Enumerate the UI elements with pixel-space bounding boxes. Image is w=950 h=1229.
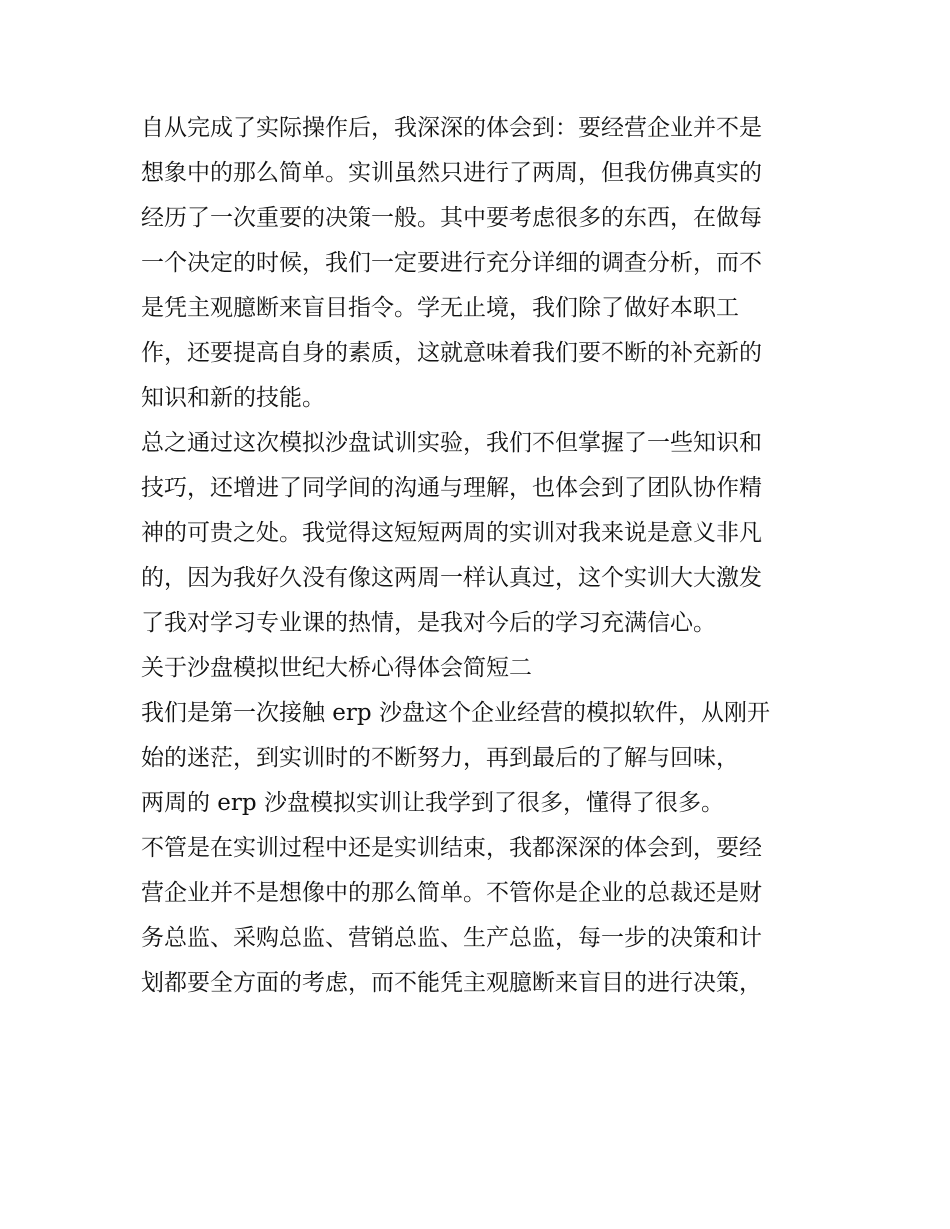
text-line: 始的迷茫，到实训时的不断努力，再到最后的了解与回味， bbox=[141, 745, 739, 771]
text-line: 作，还要提高自身的素质，这就意味着我们要不断的补充新的 bbox=[141, 340, 762, 366]
text-line: 总之通过这次模拟沙盘试训实验，我们不但掌握了一些知识和 bbox=[141, 430, 762, 456]
text-line: 经历了一次重要的决策一般。其中要考虑很多的东西，在做每 bbox=[141, 205, 762, 231]
text-line: 想象中的那么简单。实训虽然只进行了两周，但我仿佛真实的 bbox=[141, 160, 762, 186]
text-line: 自从完成了实际操作后，我深深的体会到：要经营企业并不是 bbox=[141, 115, 762, 141]
document-body bbox=[141, 106, 821, 1006]
text-line: 技巧，还增进了同学间的沟通与理解，也体会到了团队协作精 bbox=[141, 475, 762, 501]
text-line: 两周的 erp 沙盘模拟实训让我学到了很多，懂得了很多。 bbox=[141, 790, 724, 816]
text-line: 划都要全方面的考虑，而不能凭主观臆断来盲目的进行决策， bbox=[141, 970, 762, 996]
text-line: 是凭主观臆断来盲目指令。学无止境，我们除了做好本职工 bbox=[141, 295, 739, 321]
text-line: 神的可贵之处。我觉得这短短两周的实训对我来说是意义非凡 bbox=[141, 520, 762, 546]
text-line: 不管是在实训过程中还是实训结束，我都深深的体会到，要经 bbox=[141, 835, 762, 861]
text-line: 一个决定的时候，我们一定要进行充分详细的调查分析，而不 bbox=[141, 250, 762, 276]
section-heading: 关于沙盘模拟世纪大桥心得体会简短二 bbox=[141, 655, 532, 681]
text-line: 营企业并不是想像中的那么简单。不管你是企业的总裁还是财 bbox=[141, 880, 762, 906]
text-line: 的，因为我好久没有像这两周一样认真过，这个实训大大激发 bbox=[141, 565, 762, 591]
text-line: 我们是第一次接触 erp 沙盘这个企业经营的模拟软件，从刚开 bbox=[141, 700, 770, 726]
text-line: 了我对学习专业课的热情，是我对今后的学习充满信心。 bbox=[141, 610, 716, 636]
text-line: 务总监、采购总监、营销总监、生产总监，每一步的决策和计 bbox=[141, 925, 762, 951]
text-line: 知识和新的技能。 bbox=[141, 385, 325, 411]
